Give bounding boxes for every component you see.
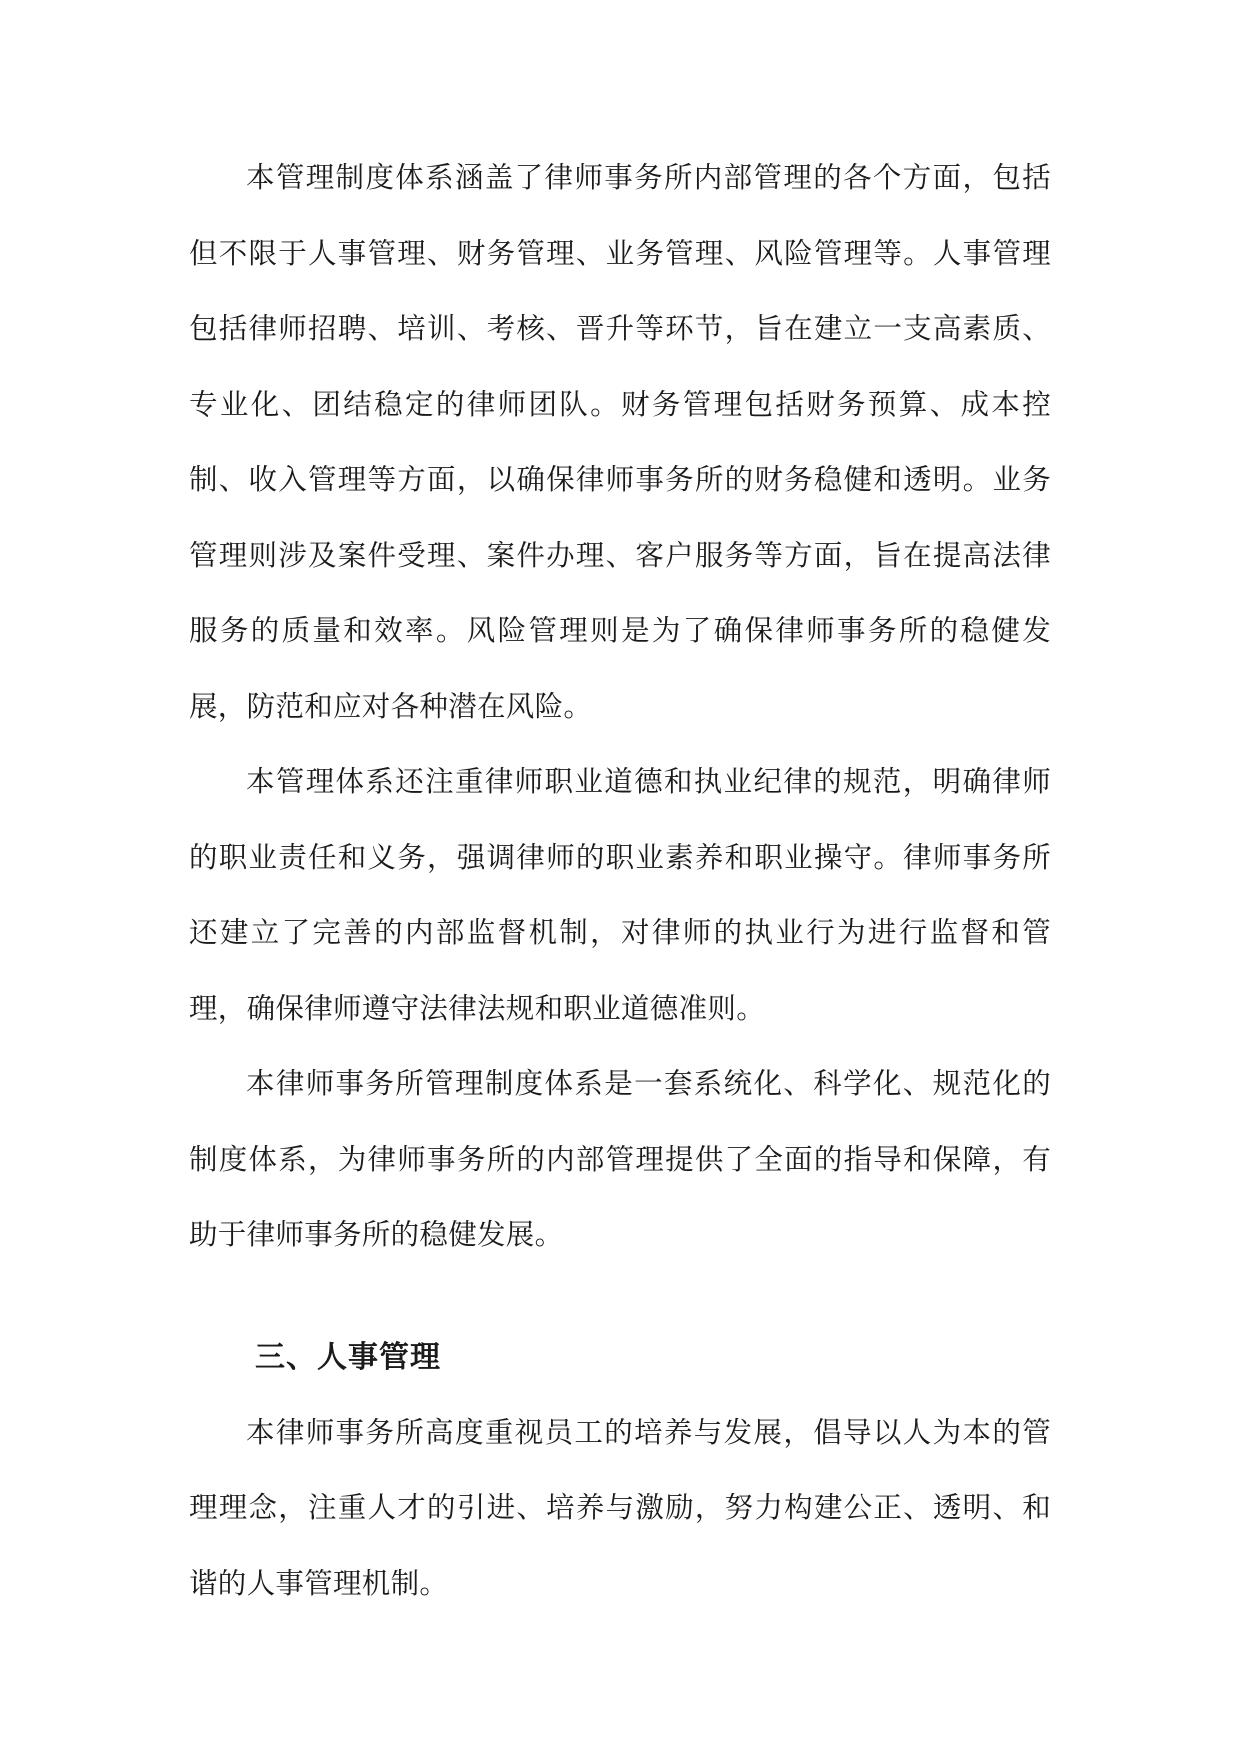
document-page [189, 140, 1051, 1621]
paragraph-personnel-intro: 本律师事务所高度重视员工的培养与发展，倡导以人为本的管理理念，注重人才的引进、培养与激励，努力构建公正、透明、和谐的人事管理机制。 [189, 1415, 1051, 1600]
paragraph-management-scope: 本管理制度体系涵盖了律师事务所内部管理的各个方面，包括但不限于人事管理、财务管理、业务管理、风险管理等。人事管理包括律师招聘、培训、考核、晋升等环节，旨在建立一支高素质、专业化、团结稳定的律师团队。财务管理包括财务预算、成本控制、收入管理等方面，以确保律师事务所的财务稳健和透明。业务管理则涉及案件受理、案件办理、客户服务等方面，旨在提高法律服务的质量和效率。风险管理则是为了确保律师事务所的稳健发展，防范和应对各种潜在风险。 [189, 161, 1051, 723]
section-heading-personnel: 三、人事管理 [255, 1339, 441, 1375]
paragraph-professional-ethics: 本管理体系还注重律师职业道德和执业纪律的规范，明确律师的职业责任和义务，强调律师的职业素养和职业操守。律师事务所还建立了完善的内部监督机制，对律师的执业行为进行监督和管理，确保律师遵守法律法规和职业道德准则。 [189, 765, 1051, 1025]
paragraph-system-summary: 本律师事务所管理制度体系是一套系统化、科学化、规范化的制度体系，为律师事务所的内部管理提供了全面的指导和保障，有助于律师事务所的稳健发展。 [189, 1067, 1051, 1251]
